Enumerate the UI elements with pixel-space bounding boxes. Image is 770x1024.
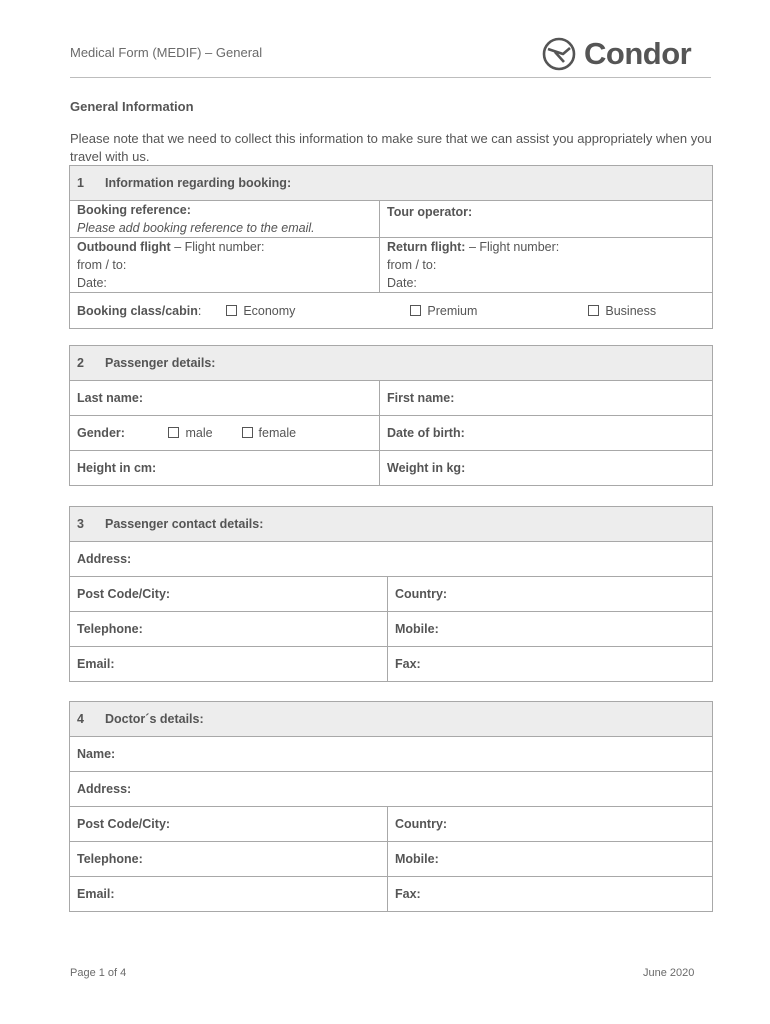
booking-info-table	[69, 165, 713, 329]
first-name-field[interactable]: First name:	[380, 381, 713, 416]
doctor-name-field[interactable]: Name:	[70, 737, 713, 772]
gender-row: Gender: male female	[70, 416, 380, 451]
passenger-details-table	[69, 345, 713, 486]
booking-class-row: Booking class/cabin: Economy Premium Business	[70, 293, 713, 329]
doctor-postcode-field[interactable]: Post Code/City:	[70, 807, 388, 842]
passenger-postcode-field[interactable]: Post Code/City:	[70, 577, 388, 612]
tour-operator-field[interactable]: Tour operator:	[380, 201, 713, 238]
passenger-telephone-field[interactable]: Telephone:	[70, 612, 388, 647]
last-name-field[interactable]: Last name:	[70, 381, 380, 416]
passenger-contact-table	[69, 506, 713, 682]
intro-text: Please note that we need to collect this information to make sure that we can assist you appropriately when you travel with us.	[70, 131, 712, 164]
section-2-title: 2 Passenger details:	[70, 346, 713, 381]
page-number: Page 1 of 4	[70, 967, 127, 979]
logo-wordmark: Condor	[584, 36, 692, 71]
male-checkbox[interactable]: male	[168, 426, 212, 440]
condor-bird-icon	[542, 37, 576, 71]
passenger-fax-field[interactable]: Fax:	[388, 647, 713, 682]
doctor-mobile-field[interactable]: Mobile:	[388, 842, 713, 877]
section-1-title: 1 Information regarding booking:	[70, 166, 713, 201]
doctor-email-field[interactable]: Email:	[70, 877, 388, 912]
header-rule	[70, 77, 711, 78]
footer-date: June 2020	[643, 967, 695, 979]
height-field[interactable]: Height in cm:	[70, 451, 380, 486]
doctor-telephone-field[interactable]: Telephone:	[70, 842, 388, 877]
doctor-country-field[interactable]: Country:	[388, 807, 713, 842]
doctor-details-table	[69, 701, 713, 912]
passenger-address-field[interactable]: Address:	[70, 542, 713, 577]
business-checkbox[interactable]: Business	[588, 304, 656, 318]
general-heading: General Information	[70, 99, 194, 114]
booking-reference-field[interactable]: Booking reference: Please add booking reference to the email.	[70, 201, 380, 238]
document-title: Medical Form (MEDIF) – General	[70, 45, 263, 60]
passenger-email-field[interactable]: Email:	[70, 647, 388, 682]
section-3-title: 3 Passenger contact details:	[70, 507, 713, 542]
economy-checkbox[interactable]: Economy	[226, 304, 295, 318]
doctor-address-field[interactable]: Address:	[70, 772, 713, 807]
passenger-mobile-field[interactable]: Mobile:	[388, 612, 713, 647]
condor-logo	[542, 34, 712, 74]
doctor-fax-field[interactable]: Fax:	[388, 877, 713, 912]
return-flight-field[interactable]: Return flight: – Flight number: from / to: Date:	[380, 238, 713, 293]
date-of-birth-field[interactable]: Date of birth:	[380, 416, 713, 451]
female-checkbox[interactable]: female	[242, 426, 297, 440]
weight-field[interactable]: Weight in kg:	[380, 451, 713, 486]
section-4-title: 4 Doctor´s details:	[70, 702, 713, 737]
booking-reference-hint: Please add booking reference to the email.	[77, 221, 315, 235]
outbound-flight-field[interactable]: Outbound flight – Flight number: from / to: Date:	[70, 238, 380, 293]
passenger-country-field[interactable]: Country:	[388, 577, 713, 612]
premium-checkbox[interactable]: Premium	[410, 304, 477, 318]
